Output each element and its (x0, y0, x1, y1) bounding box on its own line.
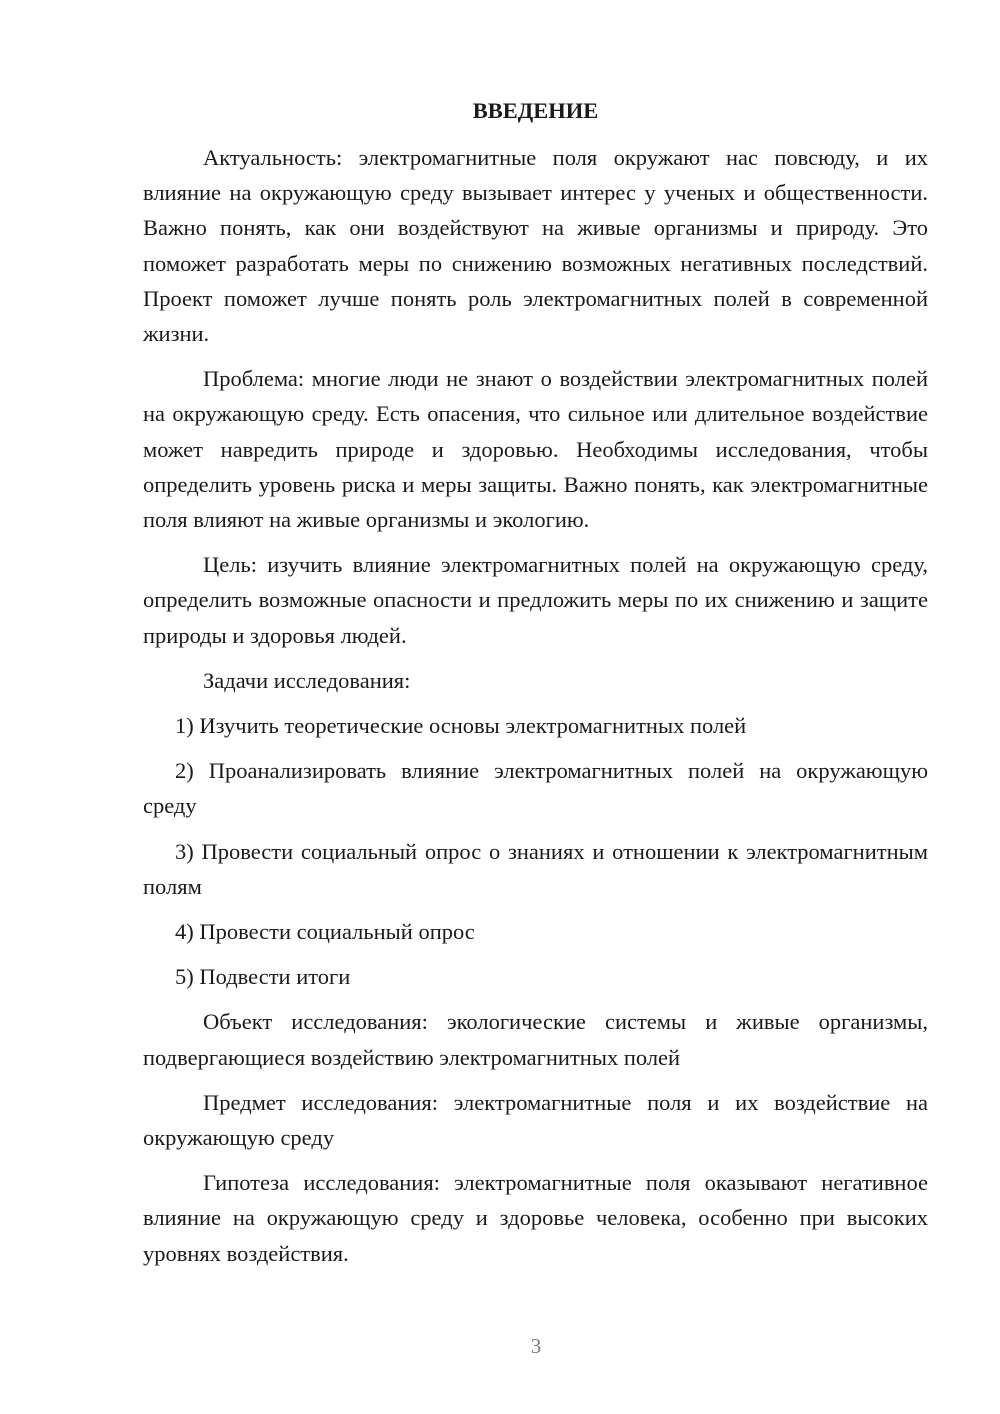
paragraph-relevance: Актуальность: электромагнитные поля окружают нас повсюду, и их влияние на окружающую среду вызывает интерес у ученых и общественности. Важно понять, как они воздействуют на живые организмы и природу. Это поможет разработать меры по снижению возможных негативных последствий. Проект поможет лучше понять роль электромагнитных полей в современной жизни. (143, 145, 928, 347)
page-number: 3 (530, 1334, 542, 1358)
section-title: ВВЕДЕНИЕ (472, 98, 599, 123)
paragraph-tasks-heading: Задачи исследования: (203, 667, 411, 693)
task-item-2: 2) Проанализировать влияние электромагнитных полей на окружающую среду (143, 758, 928, 819)
task-item-3: 3) Провести социальный опрос о знаниях и отношении к электромагнитным полям (143, 838, 928, 899)
page-content (143, 93, 928, 1281)
task-item-4: 4) Провести социальный опрос (175, 919, 475, 945)
paragraph-hypothesis: Гипотеза исследования: электромагнитные поля оказывают негативное влияние на окружающую среду и здоровье человека, особенно при высоких уровнях воздействия. (143, 1170, 928, 1266)
paragraph-problem: Проблема: многие люди не знают о воздействии электромагнитных полей на окружающую среду. Есть опасения, что сильное или длительное воздействие может навредить природе и здоровью. Необходимы исследования, чтобы определить уровень риска и меры защиты. Важно понять, как электромагнитные поля влияют на живые организмы и экологию. (143, 366, 928, 533)
task-item-1: 1) Изучить теоретические основы электромагнитных полей (175, 713, 747, 739)
task-item-5: 5) Подвести итоги (175, 964, 351, 990)
paragraph-goal: Цель: изучить влияние электромагнитных полей на окружающую среду, определить возможные опасности и предложить меры по их снижению и защите природы и здоровья людей. (143, 552, 928, 648)
paragraph-subject: Предмет исследования: электромагнитные поля и их воздействие на окружающую среду (143, 1089, 928, 1151)
paragraph-object: Объект исследования: экологические системы и живые организмы, подвергающиеся воздействию электромагнитных полей (143, 1009, 928, 1070)
